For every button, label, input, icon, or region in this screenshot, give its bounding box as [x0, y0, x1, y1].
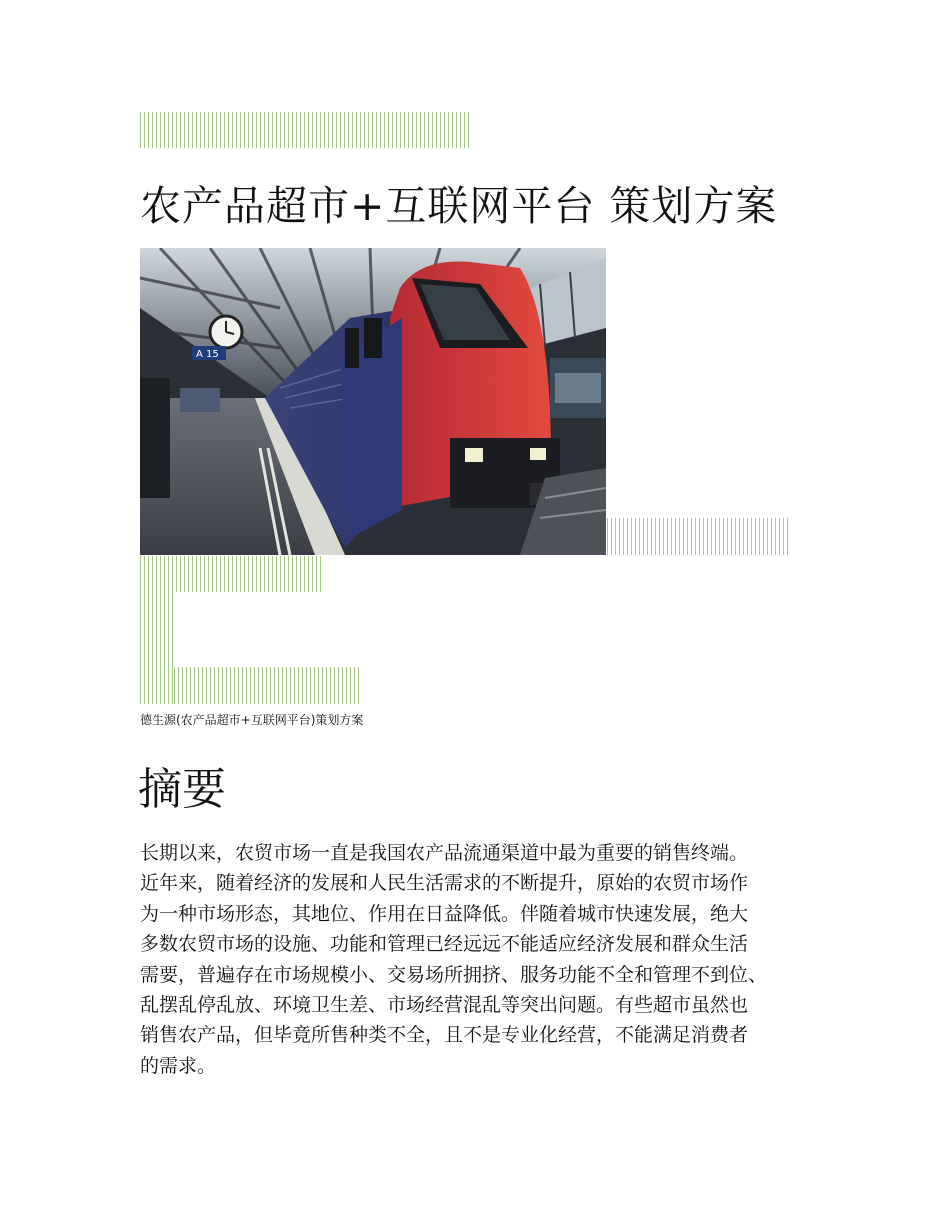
- abstract-line: 为一种市场形态，其地位、作用在日益降低。伴随着城市快速发展，绝大: [140, 902, 749, 925]
- abstract-line: 乱摆乱停乱放、环境卫生差、市场经营混乱等突出问题。有些超市虽然也: [140, 994, 749, 1017]
- abstract-line: 近年来，随着经济的发展和人民生活需求的不断提升，原始的农贸市场作: [140, 872, 749, 895]
- abstract-line: 需要，普遍存在市场规模小、交易场所拥挤、服务功能不全和管理不到位、: [140, 963, 768, 986]
- abstract-line: 长期以来，农贸市场一直是我国农产品流通渠道中最为重要的销售终端。: [140, 842, 749, 864]
- decorative-stripe-column: [140, 592, 174, 704]
- decorative-stripe-right: [607, 518, 789, 555]
- platform-sign: A 15: [196, 349, 219, 360]
- abstract-line: 多数农贸市场的设施、功能和管理已经远远不能适应经济发展和群众生活: [140, 933, 749, 956]
- abstract-line: 的需求。: [140, 1054, 217, 1077]
- section-heading-abstract: 摘要: [138, 764, 226, 815]
- abstract-paragraph: [140, 838, 830, 1081]
- abstract-line: 销售农产品，但毕竟所售种类不全，且不是专业化经营，不能满足消费者: [140, 1024, 749, 1047]
- cover-caption: 德生源(农产品超市+互联网平台)策划方案: [140, 713, 364, 727]
- decorative-stripe-middle: [140, 556, 324, 592]
- cover-photo-train: [140, 248, 606, 555]
- document-title: 农产品超市+互联网平台 策划方案: [140, 182, 778, 230]
- decorative-stripe-top: [140, 112, 472, 148]
- decorative-stripe-bottom: [174, 667, 362, 704]
